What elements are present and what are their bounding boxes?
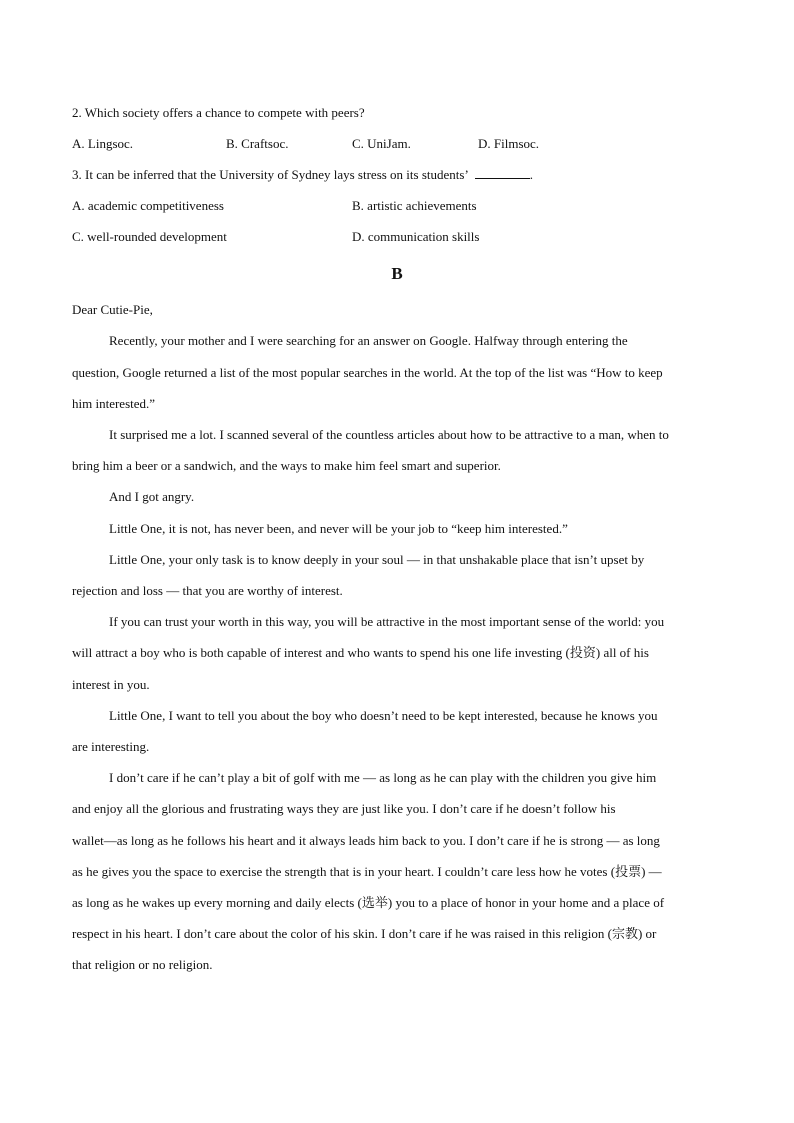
q3-option-a: A. academic competitiveness — [72, 198, 224, 213]
q2-option-a: A. Lingsoc. — [72, 136, 134, 151]
letter-line: respect in his heart. I don’t care about the color of his skin. I don’t care if he was raised in this religion (宗教) or — [72, 926, 657, 941]
section-heading: B — [391, 264, 403, 283]
letter-line: wallet—as long as he follows his heart and it always leads him back to you. I don’t care if he is strong — as long — [72, 833, 660, 848]
q2-option-b: B. Craftsoc. — [226, 136, 289, 151]
letter-line: him interested.” — [72, 396, 156, 411]
question-2-stem: 2. Which society offers a chance to compete with peers? — [72, 105, 365, 120]
letter-line: are interesting. — [72, 739, 150, 754]
letter-line: Little One, it is not, has never been, and never will be your job to “keep him interested.” — [109, 521, 568, 536]
q3-option-c: C. well-rounded development — [72, 229, 227, 244]
answer-blank — [475, 167, 530, 179]
letter-line: It surprised me a lot. I scanned several of the countless articles about how to be attractive to a man, when to — [109, 427, 669, 442]
letter-line: And I got angry. — [109, 489, 195, 504]
letter-line: Recently, your mother and I were searching for an answer on Google. Halfway through entering the — [109, 333, 628, 348]
q3-option-d: D. communication skills — [352, 229, 480, 244]
letter-line: question, Google returned a list of the most popular searches in the world. At the top of the list was “How to keep — [72, 365, 663, 380]
question-3-stem-text: 3. It can be inferred that the University of Sydney lays stress on its students’ — [72, 167, 469, 182]
q3-option-b: B. artistic achievements — [352, 198, 477, 213]
letter-line: and enjoy all the glorious and frustrating ways they are just like you. I don’t care if he doesn’t follow his — [72, 801, 616, 816]
letter-line: interest in you. — [72, 677, 150, 692]
letter-line: If you can trust your worth in this way, you will be attractive in the most important sense of the world: you — [109, 614, 665, 629]
letter-line: I don’t care if he can’t play a bit of golf with me — as long as he can play with the children you give him — [109, 770, 657, 785]
letter-line: as he gives you the space to exercise the strength that is in your heart. I couldn’t care less how he votes (投票) — — [72, 864, 662, 879]
q2-option-d: D. Filmsoc. — [478, 136, 540, 151]
letter-line: will attract a boy who is both capable of interest and who wants to spend his one life investing (投资) all of his — [72, 645, 649, 660]
question-3-stem — [72, 167, 533, 183]
letter-line: as long as he wakes up every morning and daily elects (选举) you to a place of honor in your home and a place of — [72, 895, 665, 910]
letter-greeting: Dear Cutie-Pie, — [72, 302, 153, 317]
letter-line: rejection and loss — that you are worthy of interest. — [72, 583, 343, 598]
question-3-end: . — [529, 167, 534, 182]
letter-line: Little One, your only task is to know deeply in your soul — in that unshakable place that isn’t upset by — [109, 552, 645, 567]
letter-line: Little One, I want to tell you about the boy who doesn’t need to be kept interested, because he knows you — [109, 708, 658, 723]
letter-line: bring him a beer or a sandwich, and the ways to make him feel smart and superior. — [72, 458, 501, 473]
q2-option-c: C. UniJam. — [352, 136, 411, 151]
letter-line: that religion or no religion. — [72, 957, 213, 972]
